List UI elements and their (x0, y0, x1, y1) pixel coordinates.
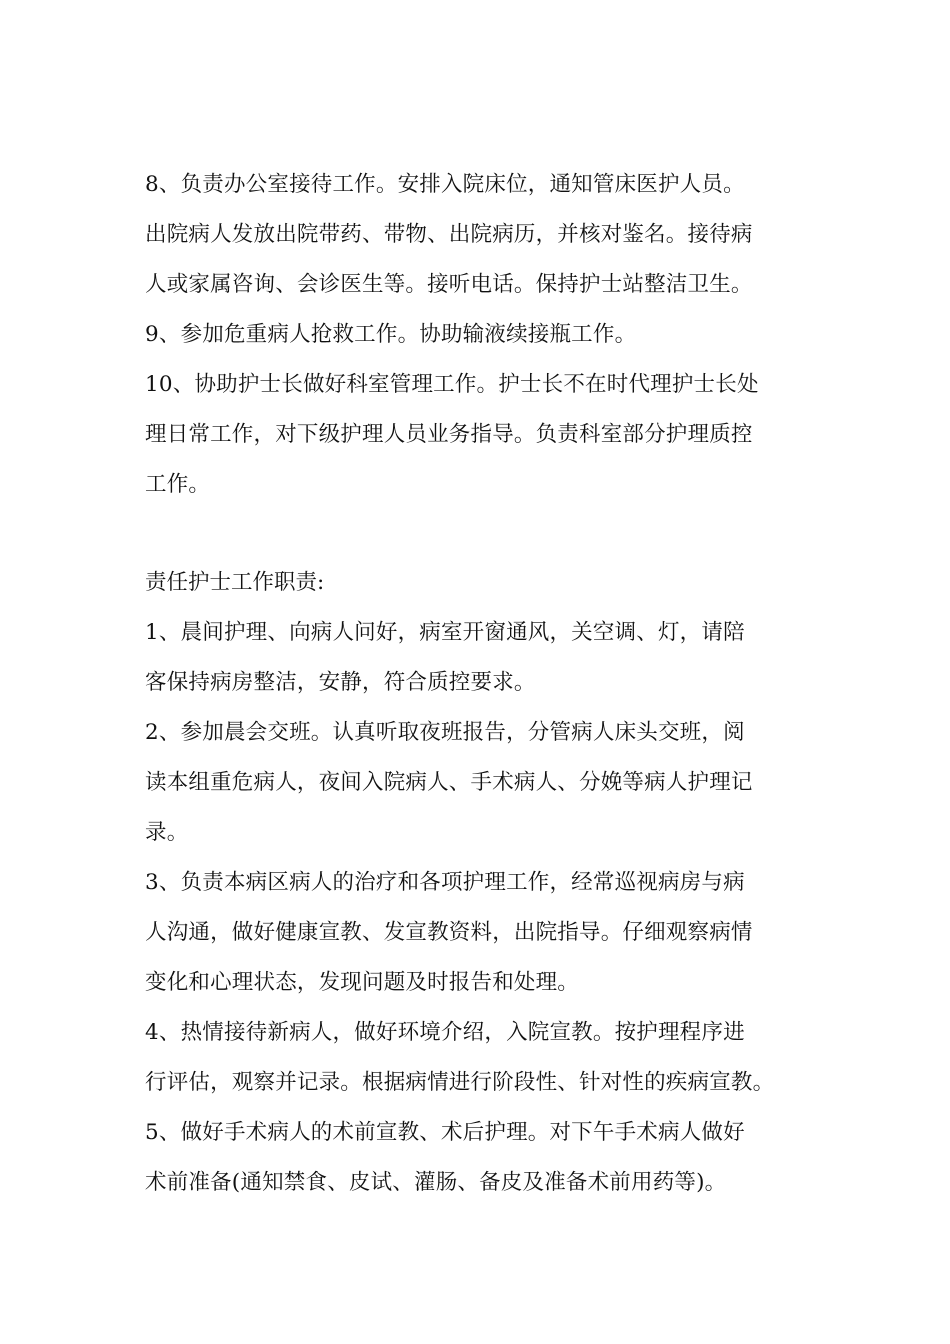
text-line: 读本组重危病人，夜间入院病人、手术病人、分娩等病人护理记 (145, 770, 753, 795)
text-line: 9、参加危重病人抢救工作。协助输液续接瓶工作。 (145, 322, 637, 347)
text-line: 3、负责本病区病人的治疗和各项护理工作，经常巡视病房与病 (145, 870, 745, 895)
text-line: 8、负责办公室接待工作。安排入院床位，通知管床医护人员。 (145, 172, 745, 197)
text-line: 术前准备(通知禁食、皮试、灌肠、备皮及准备术前用药等)。 (145, 1170, 727, 1195)
text-line: 人或家属咨询、会诊医生等。接听电话。保持护士站整洁卫生。 (145, 272, 753, 297)
text-line: 10、协助护士长做好科室管理工作。护士长不在时代理护士长处 (145, 372, 759, 397)
duties-continued-block (145, 160, 810, 510)
text-line: 理日常工作，对下级护理人员业务指导。负责科室部分护理质控 (145, 422, 753, 447)
text-line: 4、热情接待新病人，做好环境介绍，入院宣教。按护理程序进 (145, 1020, 745, 1045)
text-line: 行评估，观察并记录。根据病情进行阶段性、针对性的疾病宣教。 (145, 1070, 775, 1095)
responsible-nurse-duties-block (145, 558, 810, 1208)
text-line: 录。 (145, 820, 189, 845)
text-line: 客保持病房整洁，安静，符合质控要求。 (145, 670, 536, 695)
text-line: 工作。 (145, 472, 211, 497)
section-title: 责任护士工作职责: (145, 570, 325, 595)
text-line: 变化和心理状态，发现问题及时报告和处理。 (145, 970, 580, 995)
text-line: 人沟通，做好健康宣教、发宣教资料，出院指导。仔细观察病情 (145, 920, 753, 945)
text-line: 出院病人发放出院带药、带物、出院病历，并核对鉴名。接待病 (145, 222, 753, 247)
text-line: 2、参加晨会交班。认真听取夜班报告，分管病人床头交班，阅 (145, 720, 745, 745)
text-line: 1、晨间护理、向病人问好，病室开窗通风，关空调、灯，请陪 (145, 620, 745, 645)
text-line: 5、做好手术病人的术前宣教、术后护理。对下午手术病人做好 (145, 1120, 745, 1145)
